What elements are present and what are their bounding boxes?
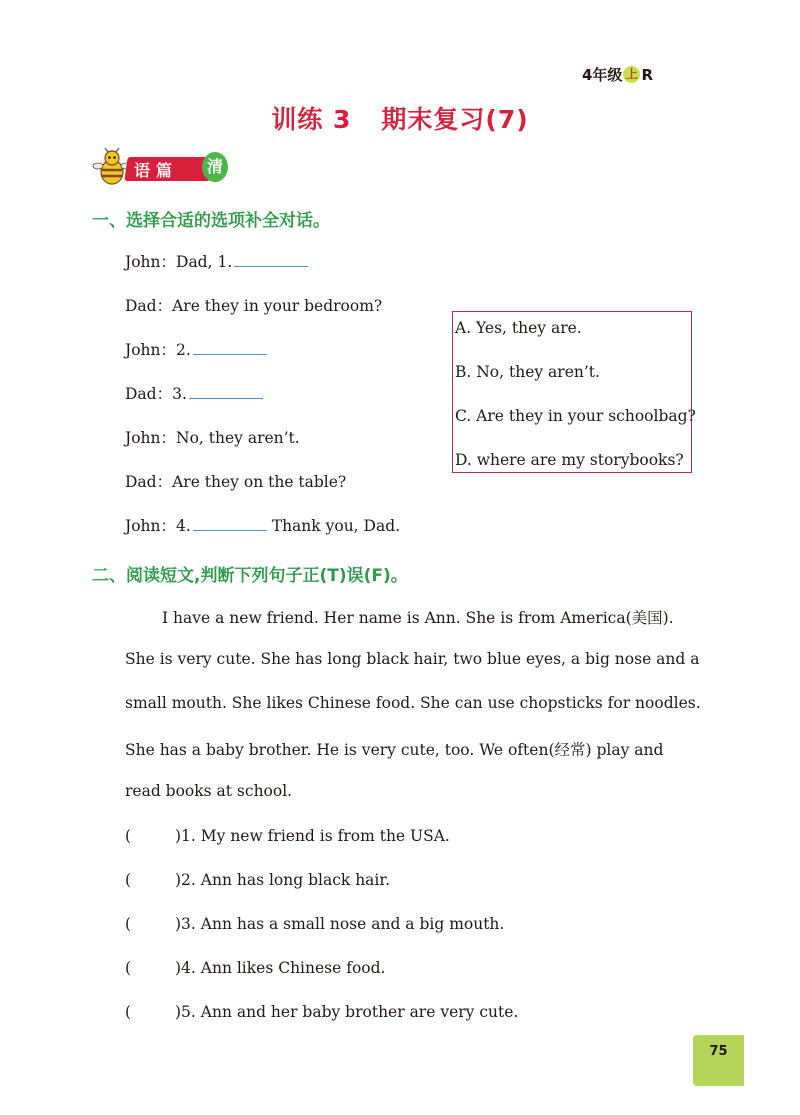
passage-line: read books at school. (125, 782, 293, 800)
answer-blank[interactable] (189, 384, 263, 399)
banner-badge: 清 (202, 152, 228, 182)
statement-text: )5. Ann and her baby brother are very cute. (175, 1003, 519, 1021)
option-a: A. Yes, they are. (455, 319, 582, 337)
dialogue-line (125, 252, 308, 272)
section2-heading: 二、阅读短文,判断下列句子正(T)误(F)。 (92, 566, 408, 586)
passage-line: She has a baby brother. He is very cute, too. We often(经常) play and (125, 741, 664, 759)
grade-suffix: R (641, 65, 653, 84)
dialogue-text: John：4. (125, 517, 191, 535)
option-b: B. No, they aren’t. (455, 363, 600, 381)
dialogue-line (125, 384, 263, 404)
grade-prefix: 4年级 (582, 66, 623, 84)
answer-blank[interactable] (193, 340, 267, 355)
dialogue-line (125, 516, 400, 536)
passage-line: small mouth. She likes Chinese food. She can use chopsticks for noodles. (125, 694, 701, 712)
training-topic: 期末复习(7) (381, 105, 529, 134)
answer-paren[interactable]: ( (125, 915, 132, 933)
grade-indicator (582, 64, 653, 85)
answer-blank[interactable] (193, 516, 267, 531)
dialogue-line (125, 340, 267, 360)
options-box (452, 311, 696, 473)
dialogue-text: Dad：Are they on the table? (125, 473, 347, 491)
section1-heading: 一、选择合适的选项补全对话。 (92, 211, 330, 231)
statement-row (125, 915, 504, 933)
training-number: 训练 3 (271, 105, 352, 134)
passage-line: She is very cute. She has long black hair, two blue eyes, a big nose and a (125, 650, 700, 668)
dialogue-text-after: Thank you, Dad. (266, 517, 401, 535)
statement-text: )4. Ann likes Chinese food. (175, 959, 386, 977)
statement-text: )3. Ann has a small nose and a big mouth. (175, 915, 505, 933)
dialogue-text: John：2. (125, 341, 191, 359)
section-banner (92, 148, 228, 188)
statement-text: )2. Ann has long black hair. (175, 871, 391, 889)
answer-paren[interactable]: ( (125, 871, 132, 889)
dialogue-text: John：No, they aren’t. (125, 429, 300, 447)
statement-row (125, 1003, 518, 1021)
answer-paren[interactable]: ( (125, 1003, 132, 1021)
page-title (0, 100, 800, 136)
dialogue-line (125, 472, 346, 492)
answer-blank[interactable] (234, 252, 308, 267)
dialogue-text: Dad：3. (125, 385, 187, 403)
statement-row (125, 871, 390, 889)
statement-row (125, 827, 450, 845)
page-number: 75 (693, 1035, 744, 1086)
passage-line: I have a new friend. Her name is Ann. She is from America(美国). (162, 609, 674, 627)
answer-paren[interactable]: ( (125, 959, 132, 977)
dialogue-text: Dad：Are they in your bedroom? (125, 297, 383, 315)
dialogue-text: John：Dad, 1. (125, 253, 233, 271)
banner-label: 语篇 (134, 161, 179, 180)
dialogue-line (125, 296, 382, 316)
statement-row (125, 959, 385, 977)
option-d: D. where are my storybooks? (455, 451, 684, 469)
dialogue-line (125, 428, 300, 448)
option-c: C. Are they in your schoolbag? (455, 407, 696, 425)
statement-text: )1. My new friend is from the USA. (175, 827, 450, 845)
answer-paren[interactable]: ( (125, 827, 132, 845)
grade-term-badge: 上 (623, 66, 640, 83)
